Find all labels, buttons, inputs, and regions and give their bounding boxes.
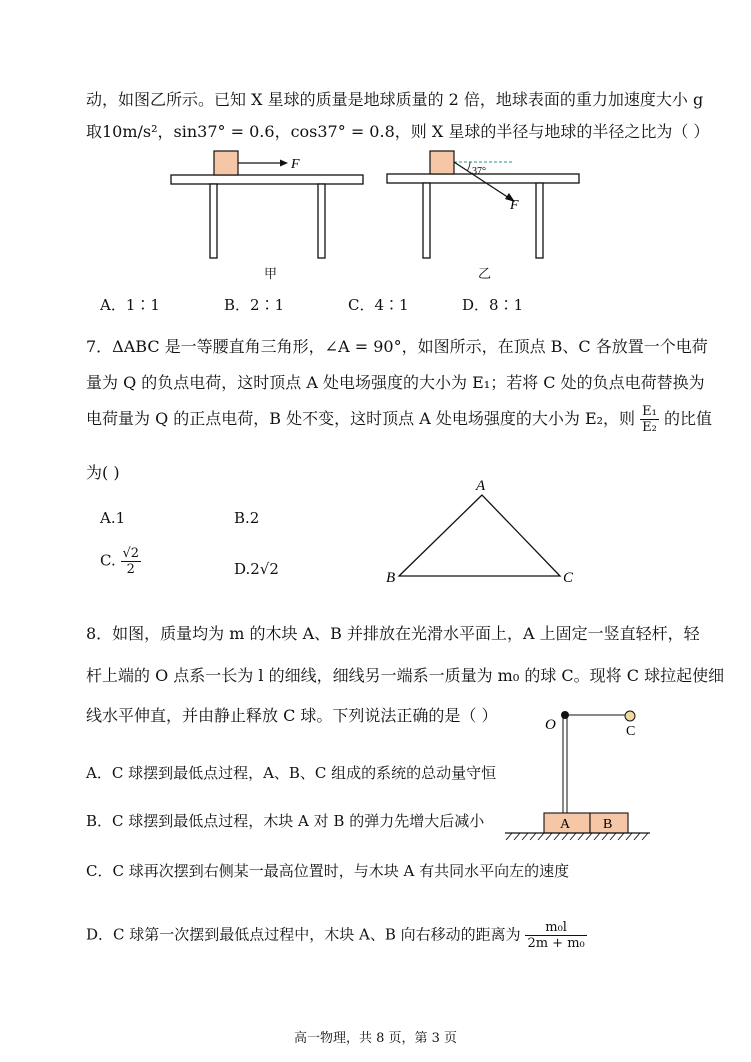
- q6-option-c[interactable]: C．4∶1: [348, 296, 409, 314]
- block-b-label: B: [603, 817, 613, 832]
- q7-line-3-end: 的比值: [663, 409, 712, 428]
- page-footer: 高一物理，共 8 页，第 3 页: [293, 1031, 458, 1046]
- vertex-b-label: B: [386, 570, 396, 586]
- q6-line-2: 取10m/s²，sin37° = 0.6，cos37° = 0.8，则 X 星球的半径与地球的半径之比为（ ）: [86, 122, 710, 141]
- sqrt2-over-2-fraction: [121, 546, 142, 577]
- angle-label: 37°: [472, 166, 486, 177]
- fraction-numerator: m₀l: [525, 920, 586, 936]
- option-d-text: D．C 球第一次摆到最低点过程中，木块 A、B 向右移动的距离为: [86, 925, 521, 944]
- q7-line-4: 为( ): [86, 463, 120, 482]
- caption-yi: 乙: [478, 267, 492, 282]
- block: [214, 151, 238, 175]
- q6-option-a[interactable]: A．1∶1: [100, 296, 160, 314]
- q8-line-1: 8．如图，质量均为 m 的木块 A、B 并排放在光滑水平面上，A 上固定一竖直轻杆，轻: [86, 624, 700, 643]
- q7-line-2: 量为 Q 的负点电荷，这时顶点 A 处电场强度的大小为 E₁；若将 C 处的负点电荷替换为: [86, 373, 705, 392]
- q7-option-b[interactable]: B.2: [234, 509, 260, 527]
- vertex-a-label: A: [476, 478, 486, 494]
- fraction-denominator: 2: [126, 562, 135, 577]
- fraction-denominator: 2m + m₀: [527, 936, 585, 951]
- q6-option-d[interactable]: D．8∶1: [462, 296, 524, 314]
- q7-line-3-text: 电荷量为 Q 的正点电荷，B 处不变，这时顶点 A 处电场强度的大小为 E₂，则: [86, 409, 636, 428]
- fraction-numerator: √2: [122, 546, 140, 561]
- q6-line-1: 动，如图乙所示。已知 X 星球的质量是地球质量的 2 倍，地球表面的重力加速度大小 g: [86, 90, 704, 109]
- q7-option-d[interactable]: D.2√2: [234, 560, 279, 578]
- option-c-prefix: C.: [100, 551, 116, 570]
- q8-option-a[interactable]: A．C 球摆到最低点过程，A、B、C 组成的系统的总动量守恒: [86, 764, 497, 782]
- q6-option-b[interactable]: B．2∶1: [224, 296, 285, 314]
- block-a-label: A: [560, 817, 571, 832]
- vertex-c-label: C: [563, 570, 574, 586]
- distance-fraction: [525, 920, 586, 951]
- q8-option-c[interactable]: C．C 球再次摆到右侧某一最高位置时，与木块 A 有共同水平向左的速度: [86, 862, 570, 880]
- q8-option-b[interactable]: B．C 球摆到最低点过程，木块 A 对 B 的弹力先增大后减小: [86, 812, 485, 830]
- q8-option-d[interactable]: [86, 920, 587, 951]
- fraction-denominator: E₂: [642, 420, 657, 435]
- fraction-numerator: E₁: [642, 404, 657, 419]
- point-o-label: O: [545, 717, 556, 733]
- force-label: F: [291, 157, 300, 172]
- force-label: F: [510, 198, 519, 213]
- ball-c-label: C: [626, 724, 636, 739]
- q7-option-c[interactable]: [100, 546, 141, 577]
- q7-line-1: 7．ΔABC 是一等腰直角三角形，∠A = 90°，如图所示，在顶点 B、C 各放置一个电荷: [86, 337, 708, 356]
- pendulum-figure: [500, 700, 690, 845]
- e1-over-e2-fraction: [640, 404, 659, 435]
- triangle-figure: [383, 474, 583, 589]
- caption-jia: 甲: [264, 267, 278, 282]
- q8-line-3: 线水平伸直，并由静止释放 C 球。下列说法正确的是（ ）: [86, 706, 498, 725]
- q7-line-3: [86, 404, 712, 435]
- q8-line-2: 杆上端的 O 点系一长为 l 的细线，细线另一端系一质量为 m₀ 的球 C。现将 C 球拉起使细: [86, 666, 725, 685]
- block: [430, 151, 454, 174]
- q7-option-a[interactable]: A.1: [100, 509, 126, 527]
